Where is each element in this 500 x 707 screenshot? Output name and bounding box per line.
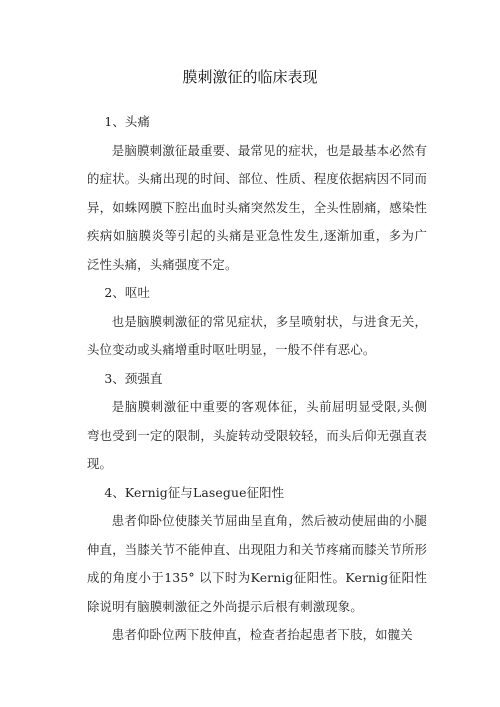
section-heading-headache: 1、头痛 — [104, 114, 151, 129]
paragraph-neck-stiffness: 是脑膜刺激征中重要的客观体征，头前屈明显受限,头侧弯也受到一定的限制，头旋转动受限较轻，而头后仰无强直表现。 — [87, 399, 427, 471]
section-heading-vomiting: 2、呕吐 — [104, 285, 151, 300]
document-title: 膜刺激征的临床表现 — [182, 68, 318, 86]
paragraph-kernig: 患者仰卧位使膝关节屈曲呈直角，然后被动使屈曲的小腿伸直，当膝关节不能伸直、出现阻力和关节疼痛而膝关节所形成的角度小于135° 以下时为Kernig征阳性。Kernig征阳性除说明有脑膜刺激征之外尚提示后根有刺激现象。 — [87, 513, 427, 614]
paragraph-vomiting: 也是脑膜刺激征的常见症状，多呈喷射状，与进食无关，头位变动或头痛增重时呕吐明显，一般不伴有恶心。 — [87, 313, 427, 357]
section-heading-kernig-lasegue: 4、Kernig征与Lasegue征阳性 — [104, 484, 285, 500]
paragraph-headache: 是脑膜刺激征最重要、最常见的症状，也是最基本必然有的症状。头痛出现的时间、部位、性质、程度依据病因不同而异，如蛛网膜下腔出血时头痛突然发生，全头性剧痛，感染性疾病如脑膜炎等引起的头痛是亚急性发生,逐渐加重，多为广泛性头痛，头痛强度不定。 — [87, 142, 427, 272]
paragraph-lasegue: 患者仰卧位两下肢伸直，检查者抬起患者下肢，如髋关 — [111, 627, 413, 642]
document-body — [87, 108, 427, 650]
section-heading-neck-stiffness: 3、颈强直 — [104, 370, 163, 386]
